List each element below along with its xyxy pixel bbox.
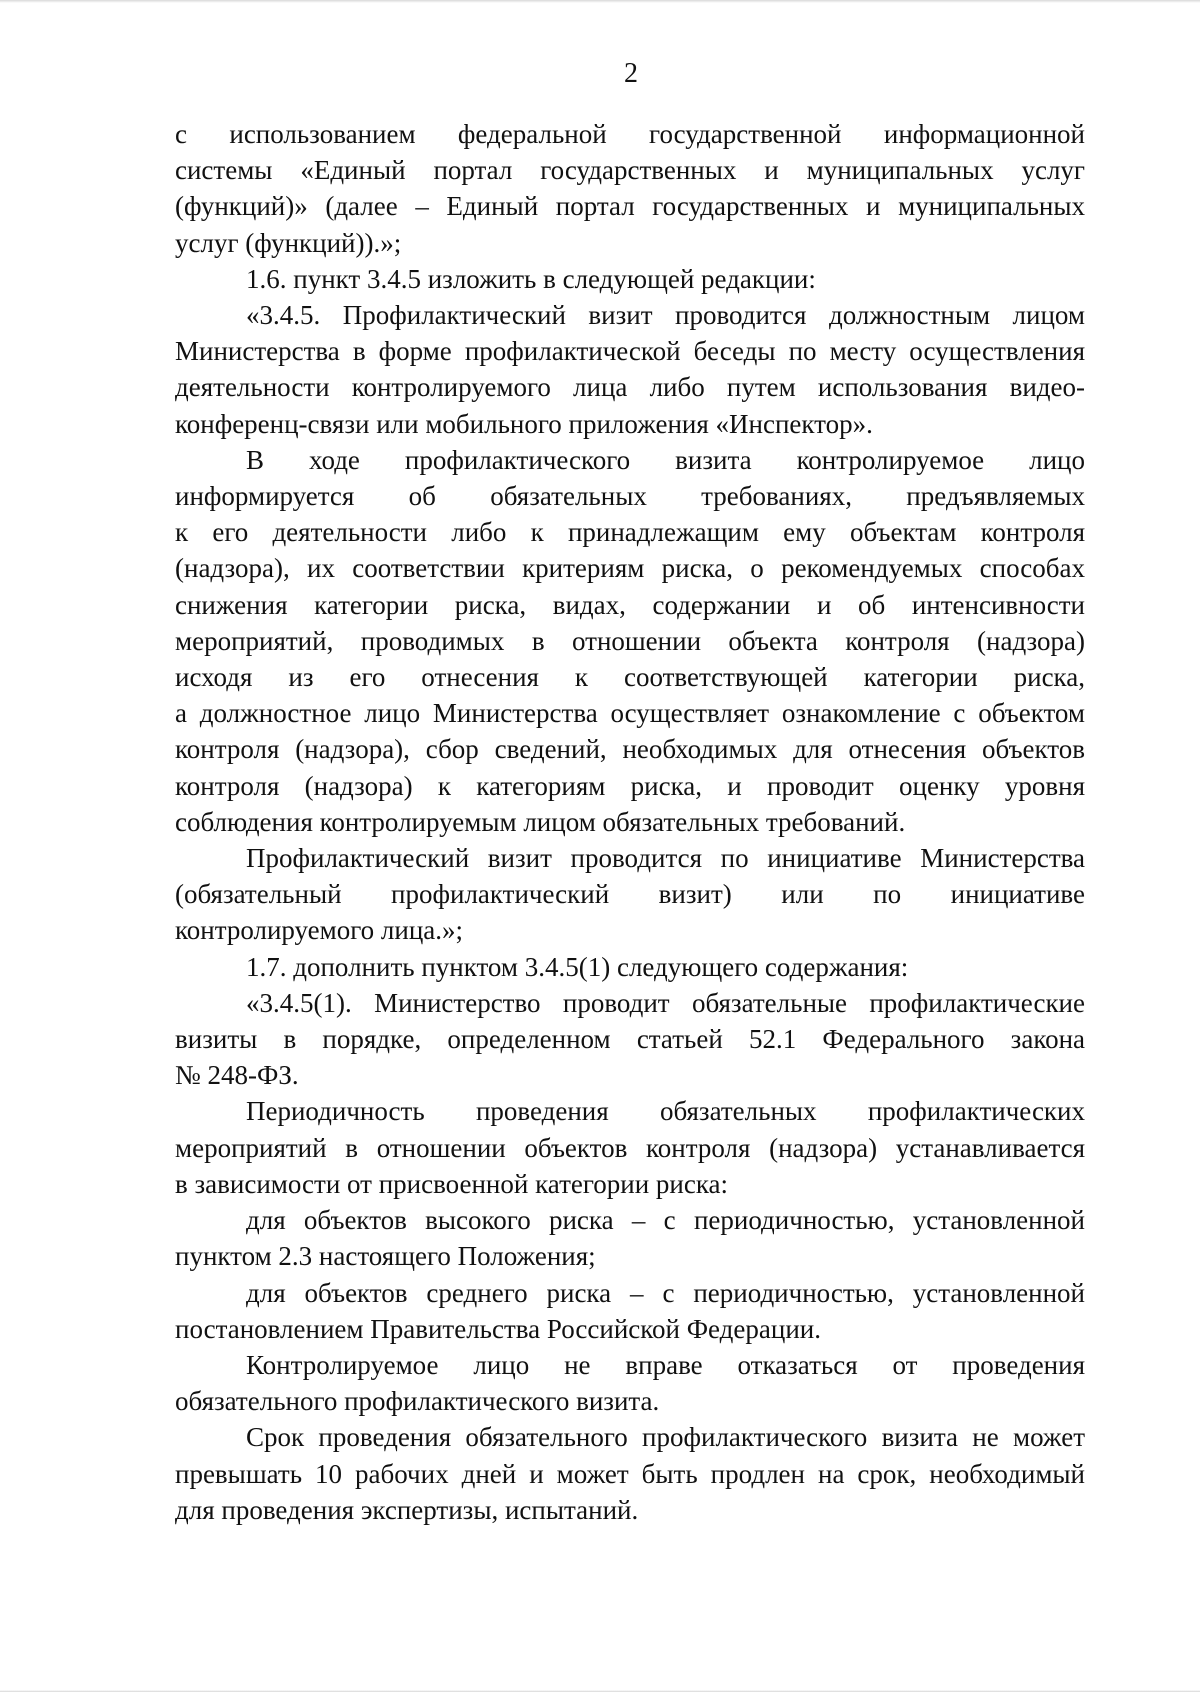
text-line: для объектов среднего риска – с периодичностью, установленной — [246, 1277, 1085, 1308]
text-line: пунктом 2.3 настоящего Положения; — [175, 1241, 596, 1272]
text-line: соблюдения контролируемым лицом обязательных требований. — [175, 806, 906, 837]
text-line: к его деятельности либо к принадлежащим ему объектам контроля — [175, 517, 1085, 548]
text-line: 1.7. дополнить пунктом 3.4.5(1) следующего содержания: — [246, 951, 909, 982]
scan-top-edge — [0, 0, 1200, 3]
text-line: Контролируемое лицо не вправе отказаться от проведения — [246, 1349, 1085, 1380]
text-line: для объектов высокого риска – с периодичностью, установленной — [246, 1205, 1085, 1236]
text-line: визиты в порядке, определенном статьей 52.1 Федерального закона — [175, 1024, 1085, 1055]
text-line: контроля (надзора), сбор сведений, необходимых для отнесения объектов — [175, 734, 1085, 765]
paragraph — [175, 442, 1085, 840]
text-line: «3.4.5. Профилактический визит проводится должностным лицом — [246, 300, 1085, 331]
paragraph — [175, 1093, 1085, 1202]
paragraph — [175, 1419, 1085, 1528]
text-line: системы «Единый портал государственных и муниципальных услуг — [175, 155, 1085, 186]
text-line: (надзора), их соответствии критериям риска, о рекомендуемых способах — [175, 553, 1085, 584]
text-line: Министерства в форме профилактической беседы по месту осуществления — [175, 336, 1085, 367]
text-line: информируется об обязательных требованиях, предъявляемых — [175, 481, 1085, 512]
text-line: Профилактический визит проводится по инициативе Министерства — [246, 843, 1085, 874]
text-line: конференц-связи или мобильного приложения «Инспектор». — [175, 408, 873, 439]
text-line: исходя из его отнесения к соответствующей категории риска, — [175, 662, 1085, 693]
text-line: (функций)» (далее – Единый портал государственных и муниципальных — [175, 191, 1085, 222]
paragraph — [175, 985, 1085, 1094]
text-line: 1.6. пункт 3.4.5 изложить в следующей редакции: — [246, 263, 816, 294]
text-line: мероприятий, проводимых в отношении объекта контроля (надзора) — [175, 625, 1085, 656]
text-line: снижения категории риска, видах, содержании и об интенсивности — [175, 589, 1085, 620]
paragraph — [175, 1275, 1085, 1347]
text-line: а должностное лицо Министерства осуществляет ознакомление с объектом — [175, 698, 1085, 729]
text-line: превышать 10 рабочих дней и может быть продлен на срок, необходимый — [175, 1458, 1085, 1489]
text-line: контроля (надзора) к категориям риска, и проводит оценку уровня — [175, 770, 1085, 801]
text-line: для проведения экспертизы, испытаний. — [175, 1494, 639, 1525]
text-line: контролируемого лица.»; — [175, 915, 464, 946]
paragraph — [175, 116, 1085, 261]
text-line: № 248-ФЗ. — [175, 1060, 299, 1091]
paragraph — [175, 840, 1085, 949]
paragraph — [175, 1347, 1085, 1419]
text-line: услуг (функций)).»; — [175, 227, 402, 258]
text-line: «3.4.5(1). Министерство проводит обязательные профилактические — [246, 987, 1085, 1018]
text-line: обязательного профилактического визита. — [175, 1386, 660, 1417]
text-line: постановлением Правительства Российской Федерации. — [175, 1313, 821, 1344]
text-line: (обязательный профилактический визит) или по инициативе — [175, 879, 1085, 910]
text-line: деятельности контролируемого лица либо путем использования видео- — [175, 372, 1085, 403]
paragraph — [175, 261, 1085, 297]
paragraph — [175, 949, 1085, 985]
text-line: Срок проведения обязательного профилактического визита не может — [246, 1422, 1085, 1453]
text-line: Периодичность проведения обязательных профилактических — [246, 1096, 1085, 1127]
paragraph — [175, 297, 1085, 442]
paragraph — [175, 1202, 1085, 1274]
text-line: в зависимости от присвоенной категории риска: — [175, 1168, 729, 1199]
document-body — [175, 116, 1085, 1528]
text-line: мероприятий в отношении объектов контроля (надзора) устанавливается — [175, 1132, 1085, 1163]
page-number: 2 — [624, 58, 638, 89]
text-line: В ходе профилактического визита контролируемое лицо — [246, 444, 1085, 475]
text-line: с использованием федеральной государственной информационной — [175, 119, 1085, 149]
